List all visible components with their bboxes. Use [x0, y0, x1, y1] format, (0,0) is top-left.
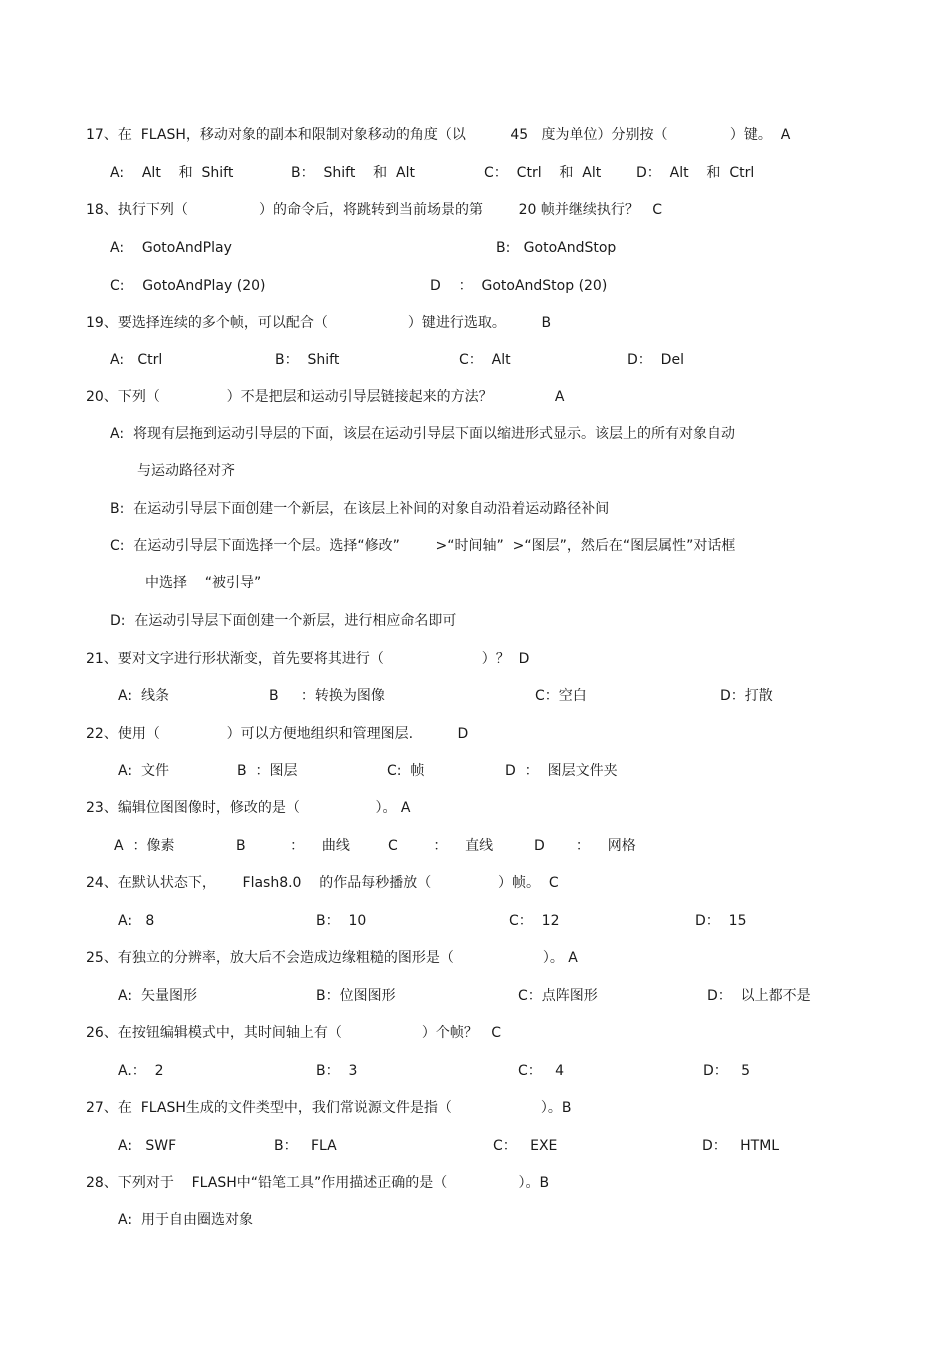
question-21-option-a: A: 线条 [118, 688, 169, 704]
question-24-option-d: D： 15 [695, 913, 747, 929]
question-19-stem: 19、要选择连续的多个帧，可以配合（ ）键进行选取。 B [86, 315, 552, 331]
question-18-option-c: C: GotoAndPlay (20) [110, 278, 266, 294]
question-28-option-a: A: 用于自由圈选对象 [118, 1212, 253, 1228]
question-21-option-b: B ：转换为图像 [269, 688, 385, 704]
question-17-option-d: D： Alt 和 Ctrl [636, 165, 755, 181]
question-23-option-c: C ： 直线 [388, 838, 494, 854]
question-18-option-b: B: GotoAndStop [496, 240, 617, 256]
question-24-option-c: C： 12 [509, 913, 560, 929]
question-28-stem: 28、下列对于 FLASH中“铅笔工具”作用描述正确的是（ ）。B [86, 1175, 550, 1191]
question-23-stem: 23、编辑位图图像时，修改的是（ ）。 A [86, 800, 411, 816]
question-20-option-a-cont: 与运动路径对齐 [137, 463, 235, 479]
question-22-option-b: B ：图层 [237, 763, 298, 779]
question-25-option-c: C：点阵图形 [518, 988, 598, 1004]
question-25-stem: 25、有独立的分辨率，放大后不会造成边缘粗糙的图形是（ ）。 A [86, 950, 578, 966]
question-25-option-d: D： 以上都不是 [707, 988, 811, 1004]
question-19-option-a: A: Ctrl [110, 352, 163, 368]
question-21-option-d: D：打散 [720, 688, 773, 704]
question-27-option-a: A: SWF [118, 1138, 177, 1154]
question-23-option-b: B ： 曲线 [236, 838, 350, 854]
question-27-option-b: B： FLA [274, 1138, 337, 1154]
question-20-option-d: D: 在运动引导层下面创建一个新层，进行相应命名即可 [110, 613, 457, 629]
question-27-option-d: D： HTML [702, 1138, 780, 1154]
question-21-option-c: C：空白 [535, 688, 587, 704]
question-20-option-c-cont: 中选择 “被引导” [145, 575, 262, 591]
question-21-stem: 21、要对文字进行形状渐变，首先要将其进行（ ）？ D [86, 651, 530, 667]
question-26-stem: 26、在按钮编辑模式中，其时间轴上有（ ）个帧？ C [86, 1025, 502, 1041]
question-17-option-b: B： Shift 和 Alt [291, 165, 415, 181]
question-25-option-b: B：位图图形 [316, 988, 396, 1004]
question-17-option-c: C： Ctrl 和 Alt [484, 165, 602, 181]
question-19-option-d: D： Del [627, 352, 684, 368]
question-20-option-a: A: 将现有层拖到运动引导层的下面，该层在运动引导层下面以缩进形式显示。该层上的所有对象自动 [110, 426, 735, 442]
question-22-option-c: C: 帧 [387, 763, 425, 779]
question-20-option-b: B: 在运动引导层下面创建一个新层，在该层上补间的对象自动沿着运动路径补间 [110, 501, 610, 517]
question-18-option-d: D ： GotoAndStop (20) [430, 278, 608, 294]
question-24-option-b: B： 10 [316, 913, 367, 929]
question-26-option-c: C： 4 [518, 1063, 565, 1079]
question-24-stem: 24、在默认状态下， Flash8.0 的作品每秒播放（ ）帧。 C [86, 875, 559, 891]
question-23-option-d: D ： 网格 [534, 838, 636, 854]
question-22-stem: 22、使用（ ）可以方便地组织和管理图层. D [86, 726, 469, 742]
question-25-option-a: A: 矢量图形 [118, 988, 197, 1004]
question-26-option-d: D： 5 [703, 1063, 751, 1079]
question-19-option-c: C： Alt [459, 352, 511, 368]
question-26-option-a: A.： 2 [118, 1063, 164, 1079]
question-18-stem: 18、执行下列（ ）的命令后，将跳转到当前场景的第 20 帧并继续执行？ C [86, 202, 663, 218]
question-20-stem: 20、下列（ ）不是把层和运动引导层链接起来的方法？ A [86, 389, 565, 405]
question-27-stem: 27、在 FLASH生成的文件类型中，我们常说源文件是指（ ）。B [86, 1100, 572, 1116]
question-22-option-d: D ： 图层文件夹 [505, 763, 618, 779]
question-20-option-c: C: 在运动引导层下面选择一个层。选择“修改” >“时间轴” >“图层”，然后在“图层属性”对话框 [110, 538, 736, 554]
question-17-stem: 17、在 FLASH，移动对象的副本和限制对象移动的角度（以 45 度为单位）分别按（ ）键。 A [86, 127, 791, 143]
question-18-option-a: A: GotoAndPlay [110, 240, 232, 256]
question-17-option-a: A: Alt 和 Shift [110, 165, 234, 181]
question-26-option-b: B： 3 [316, 1063, 358, 1079]
question-23-option-a: A ：像素 [114, 838, 175, 854]
question-19-option-b: B： Shift [275, 352, 340, 368]
question-22-option-a: A: 文件 [118, 763, 169, 779]
question-27-option-c: C： EXE [493, 1138, 558, 1154]
question-24-option-a: A: 8 [118, 913, 155, 929]
